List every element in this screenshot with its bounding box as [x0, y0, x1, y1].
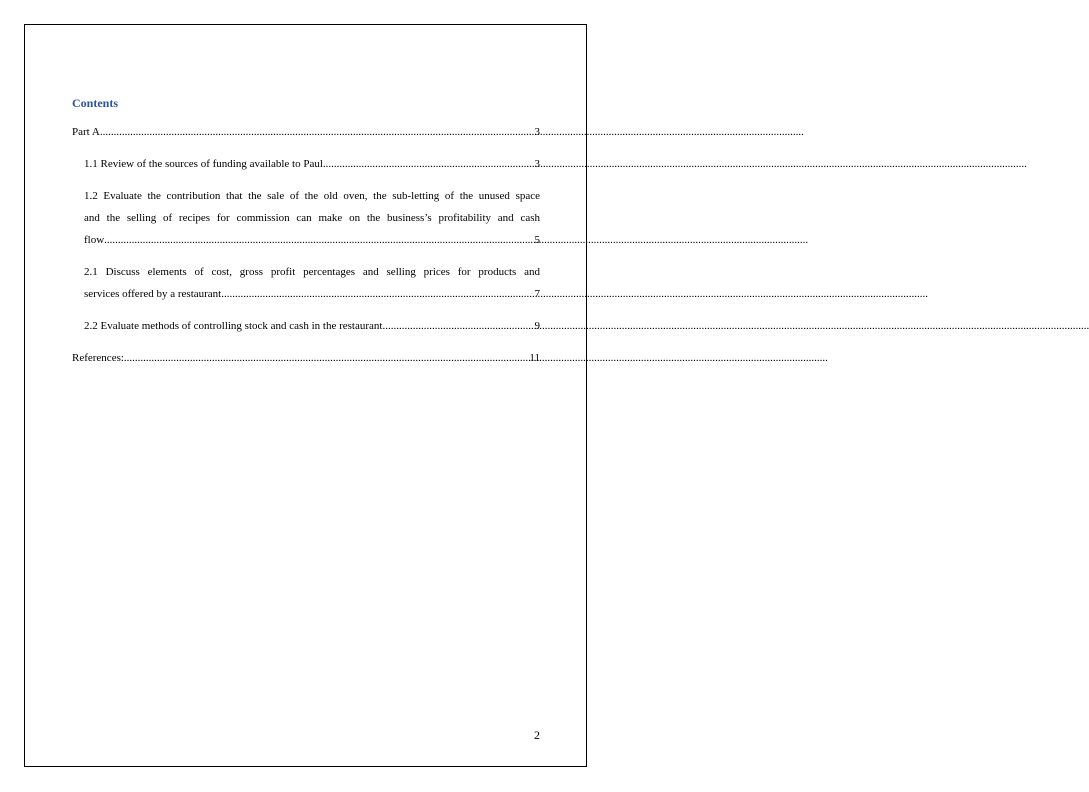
toc-entry-title-line: 2.1 Discuss elements of cost, gross profit percentages and selling prices for products and [84, 266, 540, 278]
toc-page-number: 5 [534, 234, 540, 246]
toc-entry-part-a[interactable] [72, 121, 540, 143]
toc-entry-1-1[interactable] [84, 153, 540, 175]
toc-entry-title: Part A [72, 126, 100, 138]
toc-entry-2-2[interactable] [84, 315, 540, 337]
toc-line [84, 315, 540, 337]
toc-line [84, 153, 540, 175]
dot-leader [385, 315, 533, 337]
toc-line [84, 229, 540, 251]
toc-page-number: 3 [534, 158, 540, 170]
toc-entry-title: 1.1 Review of the sources of funding available to Paul [84, 158, 323, 170]
toc-line [84, 283, 540, 305]
toc-entry-title: services offered by a restaurant. [84, 288, 224, 300]
page-number: 2 [534, 728, 540, 742]
toc-page-number: 9 [534, 320, 540, 332]
dot-leader [224, 283, 534, 305]
dot-leader [323, 153, 534, 175]
dot-leader [104, 229, 533, 251]
toc-line [72, 347, 540, 369]
toc-entry-title: 2.2 Evaluate methods of controlling stock and cash in the restaurant. [84, 320, 386, 332]
toc-entry-title-line: 1.2 Evaluate the contribution that the sale of the old oven, the sub-letting of the unused space [84, 190, 540, 202]
toc-entry-title-line: and the selling of recipes for commission can make on the business’s profitability and cash [84, 212, 540, 224]
dot-leader [124, 347, 528, 369]
toc-entry-title: References: [72, 352, 124, 364]
toc-page-number: 3 [534, 126, 540, 138]
toc-entry-1-2[interactable] [84, 185, 540, 251]
toc-line [72, 121, 540, 143]
toc-heading: Contents [72, 96, 119, 110]
toc-page-number: 7 [534, 288, 540, 300]
table-of-contents [72, 96, 540, 379]
toc-entry-references[interactable] [72, 347, 540, 369]
toc-entry-2-1[interactable] [84, 261, 540, 305]
toc-entry-title: flow [84, 234, 105, 246]
dot-leader [100, 121, 534, 143]
toc-page-number: 11 [529, 352, 540, 364]
